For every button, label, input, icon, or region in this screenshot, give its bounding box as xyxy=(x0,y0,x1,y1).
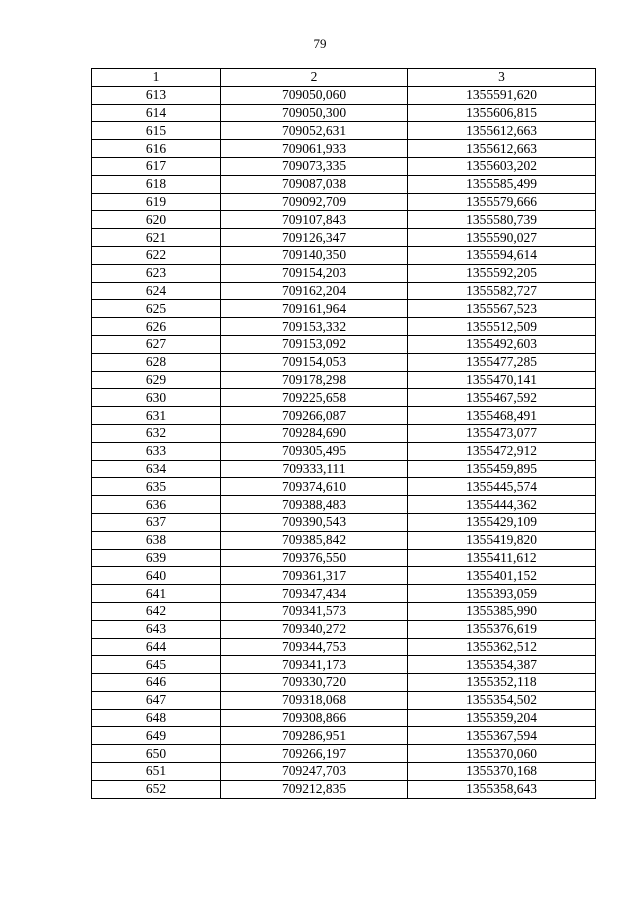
table-cell: 635 xyxy=(92,478,221,496)
table-cell: 1355473,077 xyxy=(408,424,596,442)
table-row xyxy=(92,371,596,389)
table-cell: 1355512,509 xyxy=(408,318,596,336)
table-row xyxy=(92,745,596,763)
table-cell: 709153,092 xyxy=(221,335,408,353)
table-cell: 1355606,815 xyxy=(408,104,596,122)
table-cell: 1355411,612 xyxy=(408,549,596,567)
table-cell: 709284,690 xyxy=(221,424,408,442)
table-cell: 634 xyxy=(92,460,221,478)
table-cell: 709107,843 xyxy=(221,211,408,229)
table-row xyxy=(92,602,596,620)
table-row xyxy=(92,122,596,140)
table-cell: 645 xyxy=(92,656,221,674)
header-cell: 1 xyxy=(92,69,221,87)
table-cell: 1355459,895 xyxy=(408,460,596,478)
table-cell: 615 xyxy=(92,122,221,140)
table-cell: 709050,300 xyxy=(221,104,408,122)
table-row xyxy=(92,175,596,193)
table-cell: 623 xyxy=(92,264,221,282)
table-cell: 709390,543 xyxy=(221,513,408,531)
table-cell: 1355472,912 xyxy=(408,442,596,460)
table-cell: 709333,111 xyxy=(221,460,408,478)
table-cell: 709385,842 xyxy=(221,531,408,549)
table-cell: 709347,434 xyxy=(221,585,408,603)
table-cell: 709153,332 xyxy=(221,318,408,336)
table-row xyxy=(92,709,596,727)
table-cell: 1355358,643 xyxy=(408,780,596,798)
table-cell: 709361,317 xyxy=(221,567,408,585)
table-cell: 709212,835 xyxy=(221,780,408,798)
table-cell: 709330,720 xyxy=(221,674,408,692)
table-cell: 651 xyxy=(92,763,221,781)
table-cell: 1355612,663 xyxy=(408,122,596,140)
table-row xyxy=(92,531,596,549)
table-cell: 1355580,739 xyxy=(408,211,596,229)
table-cell: 709225,658 xyxy=(221,389,408,407)
table-cell: 1355444,362 xyxy=(408,496,596,514)
table-cell: 1355592,205 xyxy=(408,264,596,282)
table-cell: 644 xyxy=(92,638,221,656)
table-cell: 709050,060 xyxy=(221,86,408,104)
table-row xyxy=(92,549,596,567)
table-cell: 633 xyxy=(92,442,221,460)
table-cell: 620 xyxy=(92,211,221,229)
table-cell: 1355445,574 xyxy=(408,478,596,496)
table-cell: 709341,573 xyxy=(221,602,408,620)
table-cell: 709374,610 xyxy=(221,478,408,496)
table-cell: 709154,053 xyxy=(221,353,408,371)
table-cell: 1355603,202 xyxy=(408,157,596,175)
table-cell: 709305,495 xyxy=(221,442,408,460)
table-row xyxy=(92,496,596,514)
table-cell: 649 xyxy=(92,727,221,745)
table-cell: 646 xyxy=(92,674,221,692)
table-cell: 619 xyxy=(92,193,221,211)
table-row xyxy=(92,674,596,692)
table-row xyxy=(92,246,596,264)
table-row xyxy=(92,300,596,318)
table-cell: 709178,298 xyxy=(221,371,408,389)
table-cell: 652 xyxy=(92,780,221,798)
table-row xyxy=(92,407,596,425)
table-row xyxy=(92,389,596,407)
table-cell: 709318,068 xyxy=(221,691,408,709)
table-row xyxy=(92,282,596,300)
table-cell: 709052,631 xyxy=(221,122,408,140)
table-cell: 622 xyxy=(92,246,221,264)
table-row xyxy=(92,567,596,585)
table-cell: 1355470,141 xyxy=(408,371,596,389)
table-cell: 709126,347 xyxy=(221,229,408,247)
table-row xyxy=(92,727,596,745)
table-cell: 1355354,502 xyxy=(408,691,596,709)
table-cell: 638 xyxy=(92,531,221,549)
table-cell: 709247,703 xyxy=(221,763,408,781)
table-cell: 618 xyxy=(92,175,221,193)
table-cell: 709286,951 xyxy=(221,727,408,745)
table-row xyxy=(92,335,596,353)
table-cell: 1355585,499 xyxy=(408,175,596,193)
table-cell: 1355429,109 xyxy=(408,513,596,531)
table-cell: 709061,933 xyxy=(221,140,408,158)
table-cell: 617 xyxy=(92,157,221,175)
table-row xyxy=(92,140,596,158)
table-cell: 1355359,204 xyxy=(408,709,596,727)
table-row xyxy=(92,424,596,442)
table-cell: 709388,483 xyxy=(221,496,408,514)
table-cell: 643 xyxy=(92,620,221,638)
table-cell: 1355419,820 xyxy=(408,531,596,549)
table-cell: 631 xyxy=(92,407,221,425)
table-row xyxy=(92,620,596,638)
table-cell: 1355401,152 xyxy=(408,567,596,585)
table-row xyxy=(92,585,596,603)
table-row xyxy=(92,460,596,478)
table-row xyxy=(92,229,596,247)
table-cell: 1355352,118 xyxy=(408,674,596,692)
table-cell: 650 xyxy=(92,745,221,763)
table-cell: 630 xyxy=(92,389,221,407)
table-cell: 647 xyxy=(92,691,221,709)
table-cell: 621 xyxy=(92,229,221,247)
table-row xyxy=(92,318,596,336)
table-body xyxy=(92,86,596,798)
table-cell: 628 xyxy=(92,353,221,371)
page-number: 79 xyxy=(313,36,327,51)
table-cell: 1355367,594 xyxy=(408,727,596,745)
table-cell: 1355362,512 xyxy=(408,638,596,656)
table-cell: 1355370,060 xyxy=(408,745,596,763)
table-cell: 629 xyxy=(92,371,221,389)
table-cell: 1355612,663 xyxy=(408,140,596,158)
table-row xyxy=(92,211,596,229)
table-cell: 639 xyxy=(92,549,221,567)
table-cell: 625 xyxy=(92,300,221,318)
table-cell: 709341,173 xyxy=(221,656,408,674)
table-cell: 1355477,285 xyxy=(408,353,596,371)
table-row xyxy=(92,780,596,798)
table-cell: 1355579,666 xyxy=(408,193,596,211)
table-cell: 709344,753 xyxy=(221,638,408,656)
table-cell: 709266,197 xyxy=(221,745,408,763)
coordinates-table xyxy=(91,68,596,799)
table-header xyxy=(92,69,596,87)
table-cell: 640 xyxy=(92,567,221,585)
table-row xyxy=(92,691,596,709)
table-cell: 1355594,614 xyxy=(408,246,596,264)
table-cell: 1355492,603 xyxy=(408,335,596,353)
table-row xyxy=(92,478,596,496)
table-cell: 1355393,059 xyxy=(408,585,596,603)
table-cell: 709340,272 xyxy=(221,620,408,638)
table-cell: 627 xyxy=(92,335,221,353)
table-row xyxy=(92,353,596,371)
table-cell: 709162,204 xyxy=(221,282,408,300)
table-cell: 709087,038 xyxy=(221,175,408,193)
table-row xyxy=(92,193,596,211)
table-cell: 709092,709 xyxy=(221,193,408,211)
table-cell: 1355590,027 xyxy=(408,229,596,247)
header-cell: 3 xyxy=(408,69,596,87)
table-cell: 1355370,168 xyxy=(408,763,596,781)
table-cell: 636 xyxy=(92,496,221,514)
table-cell: 1355591,620 xyxy=(408,86,596,104)
table-cell: 637 xyxy=(92,513,221,531)
table-cell: 1355376,619 xyxy=(408,620,596,638)
table-row xyxy=(92,442,596,460)
table-cell: 709308,866 xyxy=(221,709,408,727)
table-cell: 642 xyxy=(92,602,221,620)
table-cell: 709376,550 xyxy=(221,549,408,567)
table-cell: 1355468,491 xyxy=(408,407,596,425)
table-row xyxy=(92,264,596,282)
table-cell: 616 xyxy=(92,140,221,158)
table-cell: 1355467,592 xyxy=(408,389,596,407)
table-cell: 613 xyxy=(92,86,221,104)
table-cell: 709154,203 xyxy=(221,264,408,282)
table-cell: 709161,964 xyxy=(221,300,408,318)
table-row xyxy=(92,513,596,531)
table-row xyxy=(92,763,596,781)
table-cell: 648 xyxy=(92,709,221,727)
table-cell: 641 xyxy=(92,585,221,603)
table-cell: 709266,087 xyxy=(221,407,408,425)
table-row xyxy=(92,638,596,656)
table-cell: 626 xyxy=(92,318,221,336)
table-cell: 624 xyxy=(92,282,221,300)
header-cell: 2 xyxy=(221,69,408,87)
table-row xyxy=(92,104,596,122)
table-row xyxy=(92,157,596,175)
table-row xyxy=(92,86,596,104)
table-row xyxy=(92,656,596,674)
table-cell: 1355385,990 xyxy=(408,602,596,620)
table-cell: 632 xyxy=(92,424,221,442)
table-cell: 614 xyxy=(92,104,221,122)
table-cell: 1355354,387 xyxy=(408,656,596,674)
header-row xyxy=(92,69,596,87)
table-cell: 709140,350 xyxy=(221,246,408,264)
table-cell: 709073,335 xyxy=(221,157,408,175)
table-cell: 1355582,727 xyxy=(408,282,596,300)
table-cell: 1355567,523 xyxy=(408,300,596,318)
